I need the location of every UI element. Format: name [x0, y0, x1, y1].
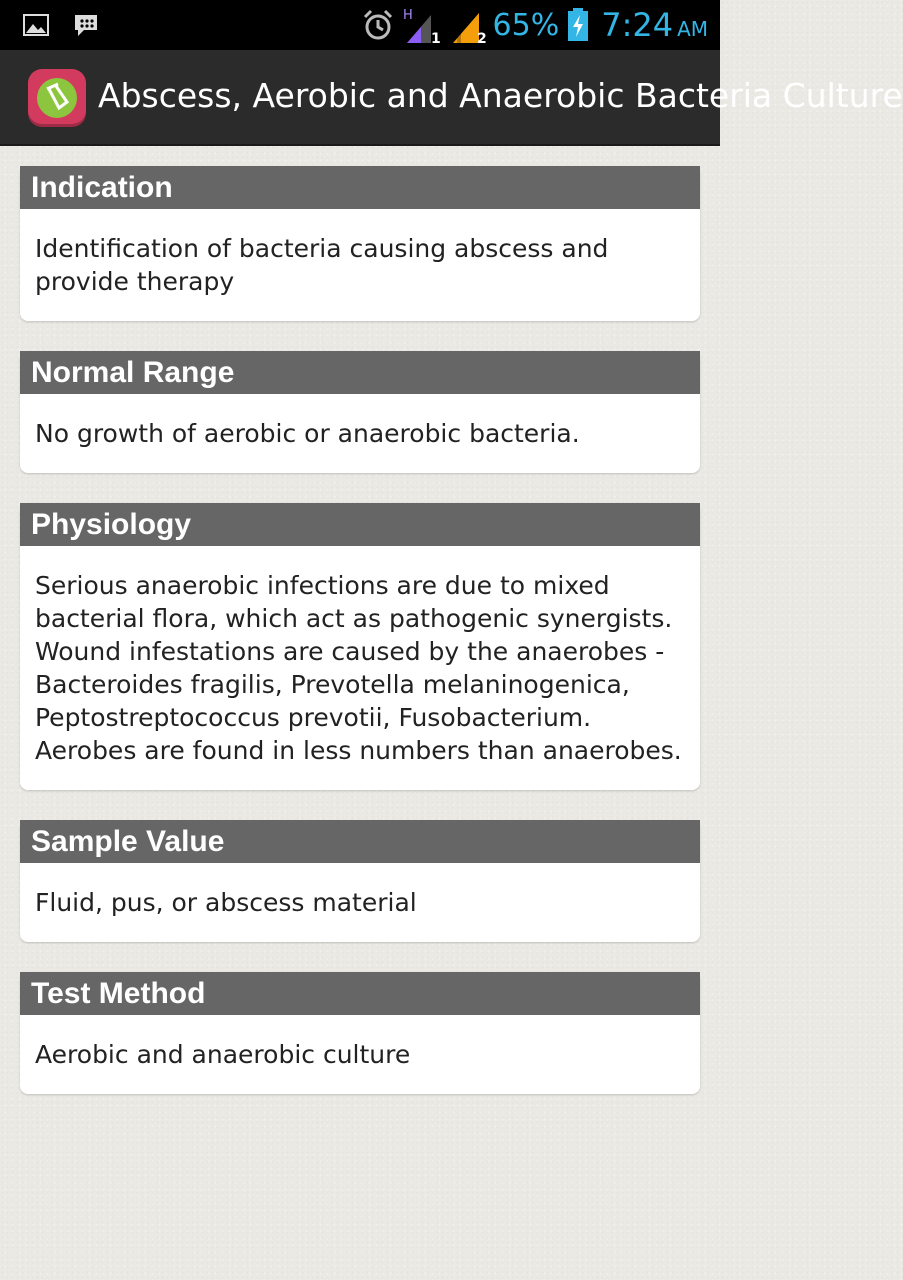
clock-time: 7:24: [601, 6, 674, 44]
sim1-label: 1: [430, 31, 441, 47]
network-type-label: H: [402, 8, 413, 23]
section-test-method: [20, 972, 700, 1094]
section-body: No growth of aerobic or anaerobic bacteria.: [35, 419, 580, 448]
section-header: Sample Value: [20, 820, 700, 863]
section-indication: [20, 166, 700, 321]
page-title: Abscess, Aerobic and Anaerobic Bacteria Culture: [98, 76, 903, 115]
section-physiology: [20, 503, 700, 790]
section-body: Serious anaerobic infections are due to mixed bacterial flora, which act as pathogenic synergists. Wound infestations are caused by the anaerobes - Bacteroides fragilis, Prevotella melaninogenica, Peptostreptococcus prevotii, Fusobacterium. Aerobes are found in less numbers than anaerobes.: [35, 571, 682, 765]
app-icon[interactable]: [28, 69, 86, 127]
messenger-notification-icon: [72, 11, 100, 39]
action-bar: [0, 50, 903, 146]
sim2-label: 2: [476, 31, 487, 47]
status-bar: [0, 0, 720, 50]
clock-ampm: AM: [677, 17, 708, 41]
content-list: [20, 166, 700, 1124]
signal-sim1-icon: [403, 5, 441, 45]
section-header: Normal Range: [20, 351, 700, 394]
section-header: Indication: [20, 166, 700, 209]
section-body: Aerobic and anaerobic culture: [35, 1040, 411, 1069]
section-header: Test Method: [20, 972, 700, 1015]
section-body: Fluid, pus, or abscess material: [35, 888, 417, 917]
battery-charging-icon: [567, 8, 589, 42]
gallery-notification-icon: [22, 11, 50, 39]
clock: [601, 6, 708, 44]
signal-sim2-icon: [449, 5, 487, 45]
section-normal-range: [20, 351, 700, 473]
section-body: Identification of bacteria causing abscess and provide therapy: [35, 234, 609, 296]
section-sample-value: [20, 820, 700, 942]
battery-percent: 65%: [492, 7, 560, 43]
section-header: Physiology: [20, 503, 700, 546]
test-tube-icon: [37, 78, 77, 118]
alarm-icon: [361, 8, 395, 42]
